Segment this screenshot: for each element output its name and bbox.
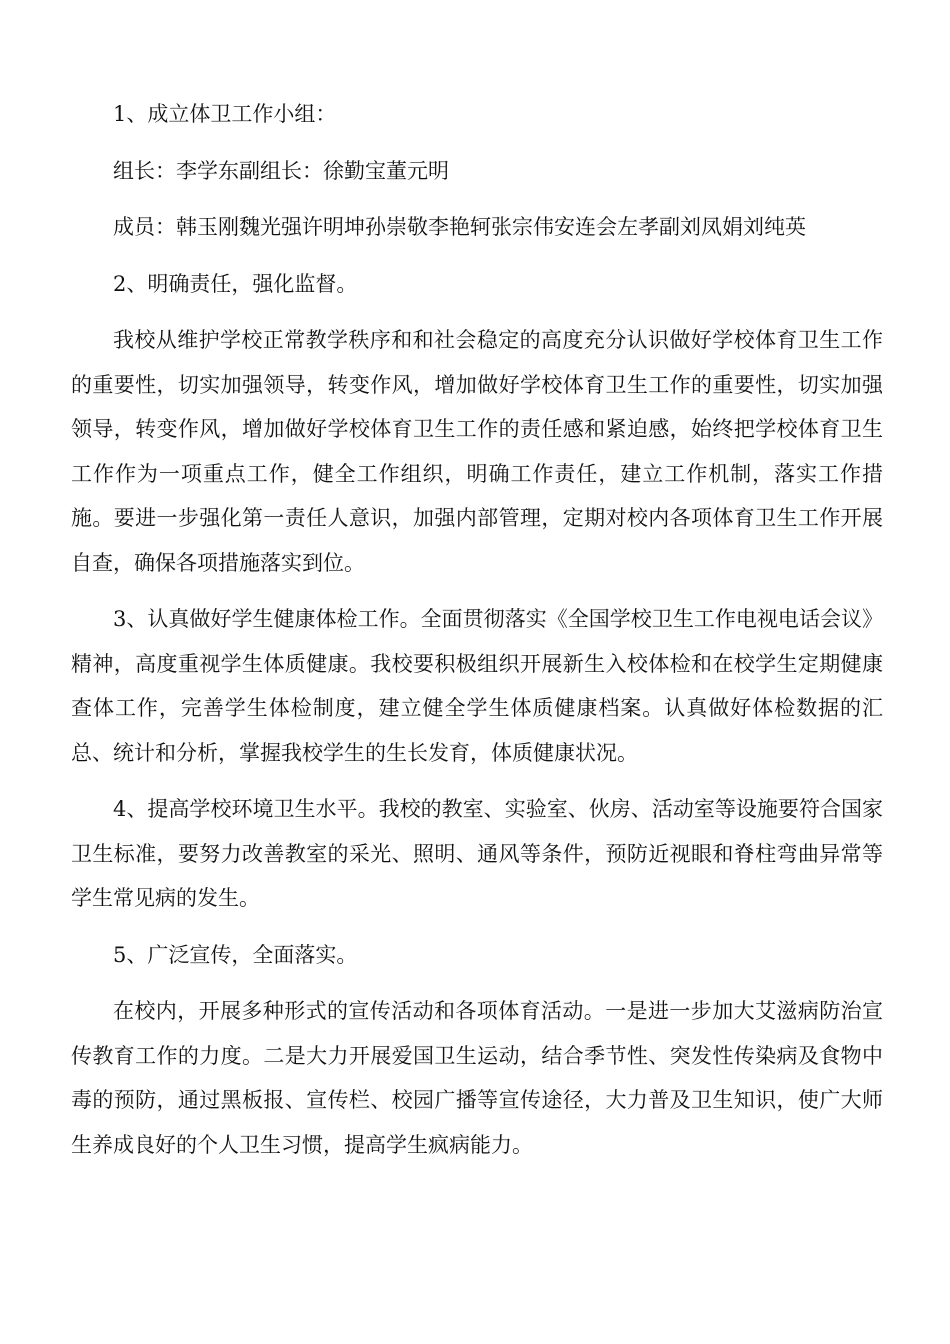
health-check-paragraph: 3、认真做好学生健康体检工作。全面贯彻落实《全国学校卫生工作电视电话会议》精神，高度重视学生体质健康。我校要积极组织开展新生入校体检和在校学生定期健康查体工作，完善学生体检制度，建立健全学生体质健康档案。认真做好体检数据的汇总、统计和分析，掌握我校学生的生长发育，体质健康状况。 (71, 607, 883, 765)
members-line: 成员：韩玉刚魏光强许明坤孙崇敬李艳轲张宗伟安连会左孝副刘凤娟刘纯英 (113, 215, 806, 239)
section-heading-2: 2、明确责任，强化监督。 (113, 271, 358, 296)
section-heading-1: 1、成立体卫工作小组： (113, 102, 337, 126)
publicity-paragraph: 在校内，开展多种形式的宣传活动和各项体育活动。一是进一步加大艾滋病防治宣传教育工作的力度。二是大力开展爱国卫生运动，结合季节性、突发性传染病及食物中毒的预防，通过黑板报、宣传栏、校园广播等宣传途径，大力普及卫生知识，使广大师生养成良好的个人卫生习惯，提高学生疯病能力。 (71, 999, 883, 1157)
responsibility-paragraph: 我校从维护学校正常教学秩序和和社会稳定的高度充分认识做好学校体育卫生工作的重要性，切实加强领导，转变作风，增加做好学校体育卫生工作的重要性，切实加强领导，转变作风，增加做好学校体育卫生工作的责任感和紧迫感，始终把学校体育卫生工作作为一项重点工作，健全工作组织，明确工作责任，建立工作机制，落实工作措施。要进一步强化第一责任人意识，加强内部管理，定期对校内各项体育卫生工作开展自查，确保各项措施落实到位。 (71, 328, 883, 575)
environment-paragraph: 4、提高学校环境卫生水平。我校的教室、实验室、伙房、活动室等设施要符合国家卫生标准，要努力改善教室的采光、照明、通风等条件，预防近视眼和脊柱弯曲异常等学生常见病的发生。 (71, 797, 883, 910)
document-body (71, 92, 883, 1179)
section-heading-5: 5、广泛宣传，全面落实。 (113, 942, 358, 967)
leaders-line: 组长：李学东副组长：徐勤宝董元明 (113, 158, 449, 183)
